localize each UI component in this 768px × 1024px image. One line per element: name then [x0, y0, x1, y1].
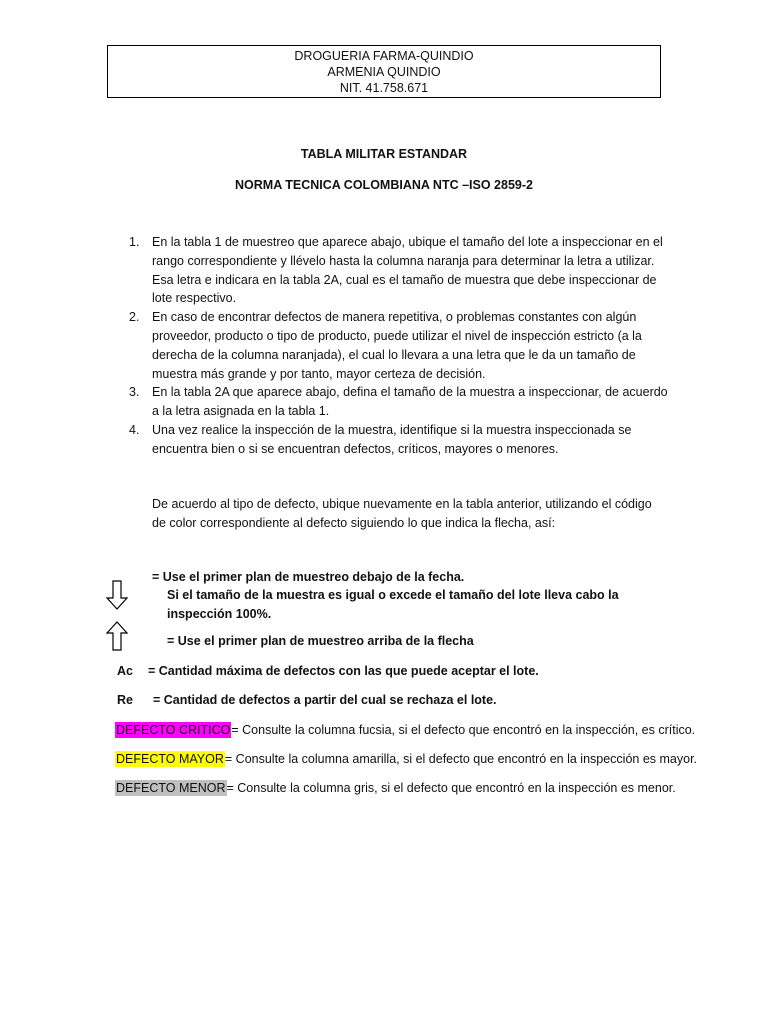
step-number: 2. — [129, 310, 140, 325]
up-arrow-icon — [106, 621, 128, 651]
defect-mayor-label: DEFECTO MAYOR — [116, 752, 224, 766]
up-rule: = Use el primer plan de muestreo arriba de la flecha — [167, 634, 474, 648]
step-text: En caso de encontrar defectos de manera repetitiva, o problemas constantes con algún proveedor, producto o tipo de producto, puede utilizar el nivel de inspección estricto (a la derecha de la columna naranjada), el cual lo llevara a una letra que le da un tamaño de muestra más grande y por tanto, mayor certeza de decisión. — [152, 310, 642, 381]
instruction-paragraph: De acuerdo al tipo de defecto, ubique nuevamente en la tabla anterior, utilizando el código de color correspondiente al defecto siguiendo lo que indica la flecha, así: — [152, 497, 652, 530]
document-title: TABLA MILITAR ESTANDAR — [300, 147, 468, 161]
defect-menor-row — [115, 779, 676, 797]
down-arrow-icon — [106, 580, 128, 610]
steps-list — [112, 233, 672, 459]
defect-menor-text: = Consulte la columna gris, si el defecto que encontró en la inspección es menor. — [226, 781, 676, 795]
step-number: 3. — [129, 385, 140, 400]
down-rule-line1: = Use el primer plan de muestreo debajo de la fecha. — [152, 570, 465, 584]
step-item — [112, 233, 672, 308]
down-rule-line2: Si el tamaño de la muestra es igual o excede el tamaño del lote lleva cabo la inspección 100%. — [167, 588, 619, 621]
header-box — [107, 45, 661, 98]
re-label: Re — [117, 693, 133, 707]
step-text: En la tabla 1 de muestreo que aparece abajo, ubique el tamaño del lote a inspeccionar en el rango correspondiente y llévelo hasta la columna naranja para determinar la letra a utilizar. — [152, 235, 663, 268]
defect-critico-label: DEFECTO CRITICO — [116, 723, 231, 737]
re-text: = Cantidad de defectos a partir del cual se rechaza el lote. — [153, 693, 497, 707]
step-item — [112, 308, 672, 383]
step-text: Una vez realice la inspección de la muestra, identifique si la muestra inspeccionada se encuentra bien o si se encuentran defectos, críticos, mayores o menores. — [152, 422, 632, 456]
step-item — [112, 383, 672, 421]
document-subtitle: NORMA TECNICA COLOMBIANA NTC –ISO 2859-2 — [235, 178, 533, 192]
ac-text: = Cantidad máxima de defectos con las que puede aceptar el lote. — [148, 664, 539, 678]
defect-critico-text: = Consulte la columna fucsia, si el defecto que encontró en la inspección, es crítico. — [231, 723, 696, 737]
company-nit: NIT. 41.758.671 — [339, 80, 429, 95]
ac-label: Ac — [117, 664, 133, 678]
defect-critico-row — [115, 721, 695, 739]
defect-mayor-text: = Consulte la columna amarilla, si el defecto que encontró en la inspección es mayor. — [224, 752, 698, 766]
defect-menor-label: DEFECTO MENOR — [116, 781, 226, 795]
company-name: DROGUERIA FARMA-QUINDIO — [294, 48, 474, 63]
defect-mayor-row — [115, 750, 697, 768]
step-number: 1. — [129, 235, 140, 249]
step-text-extra: Esa letra e indicara en la tabla 2A, cual es el tamaño de muestra que debe inspeccionar de lote respectivo. — [152, 272, 657, 306]
step-text: En la tabla 2A que aparece abajo, defina el tamaño de la muestra a inspeccionar, de acuerdo a la letra asignada en la tabla 1. — [152, 385, 668, 419]
company-city: ARMENIA QUINDIO — [327, 64, 441, 79]
step-number: 4. — [129, 422, 140, 437]
step-item — [112, 421, 672, 459]
